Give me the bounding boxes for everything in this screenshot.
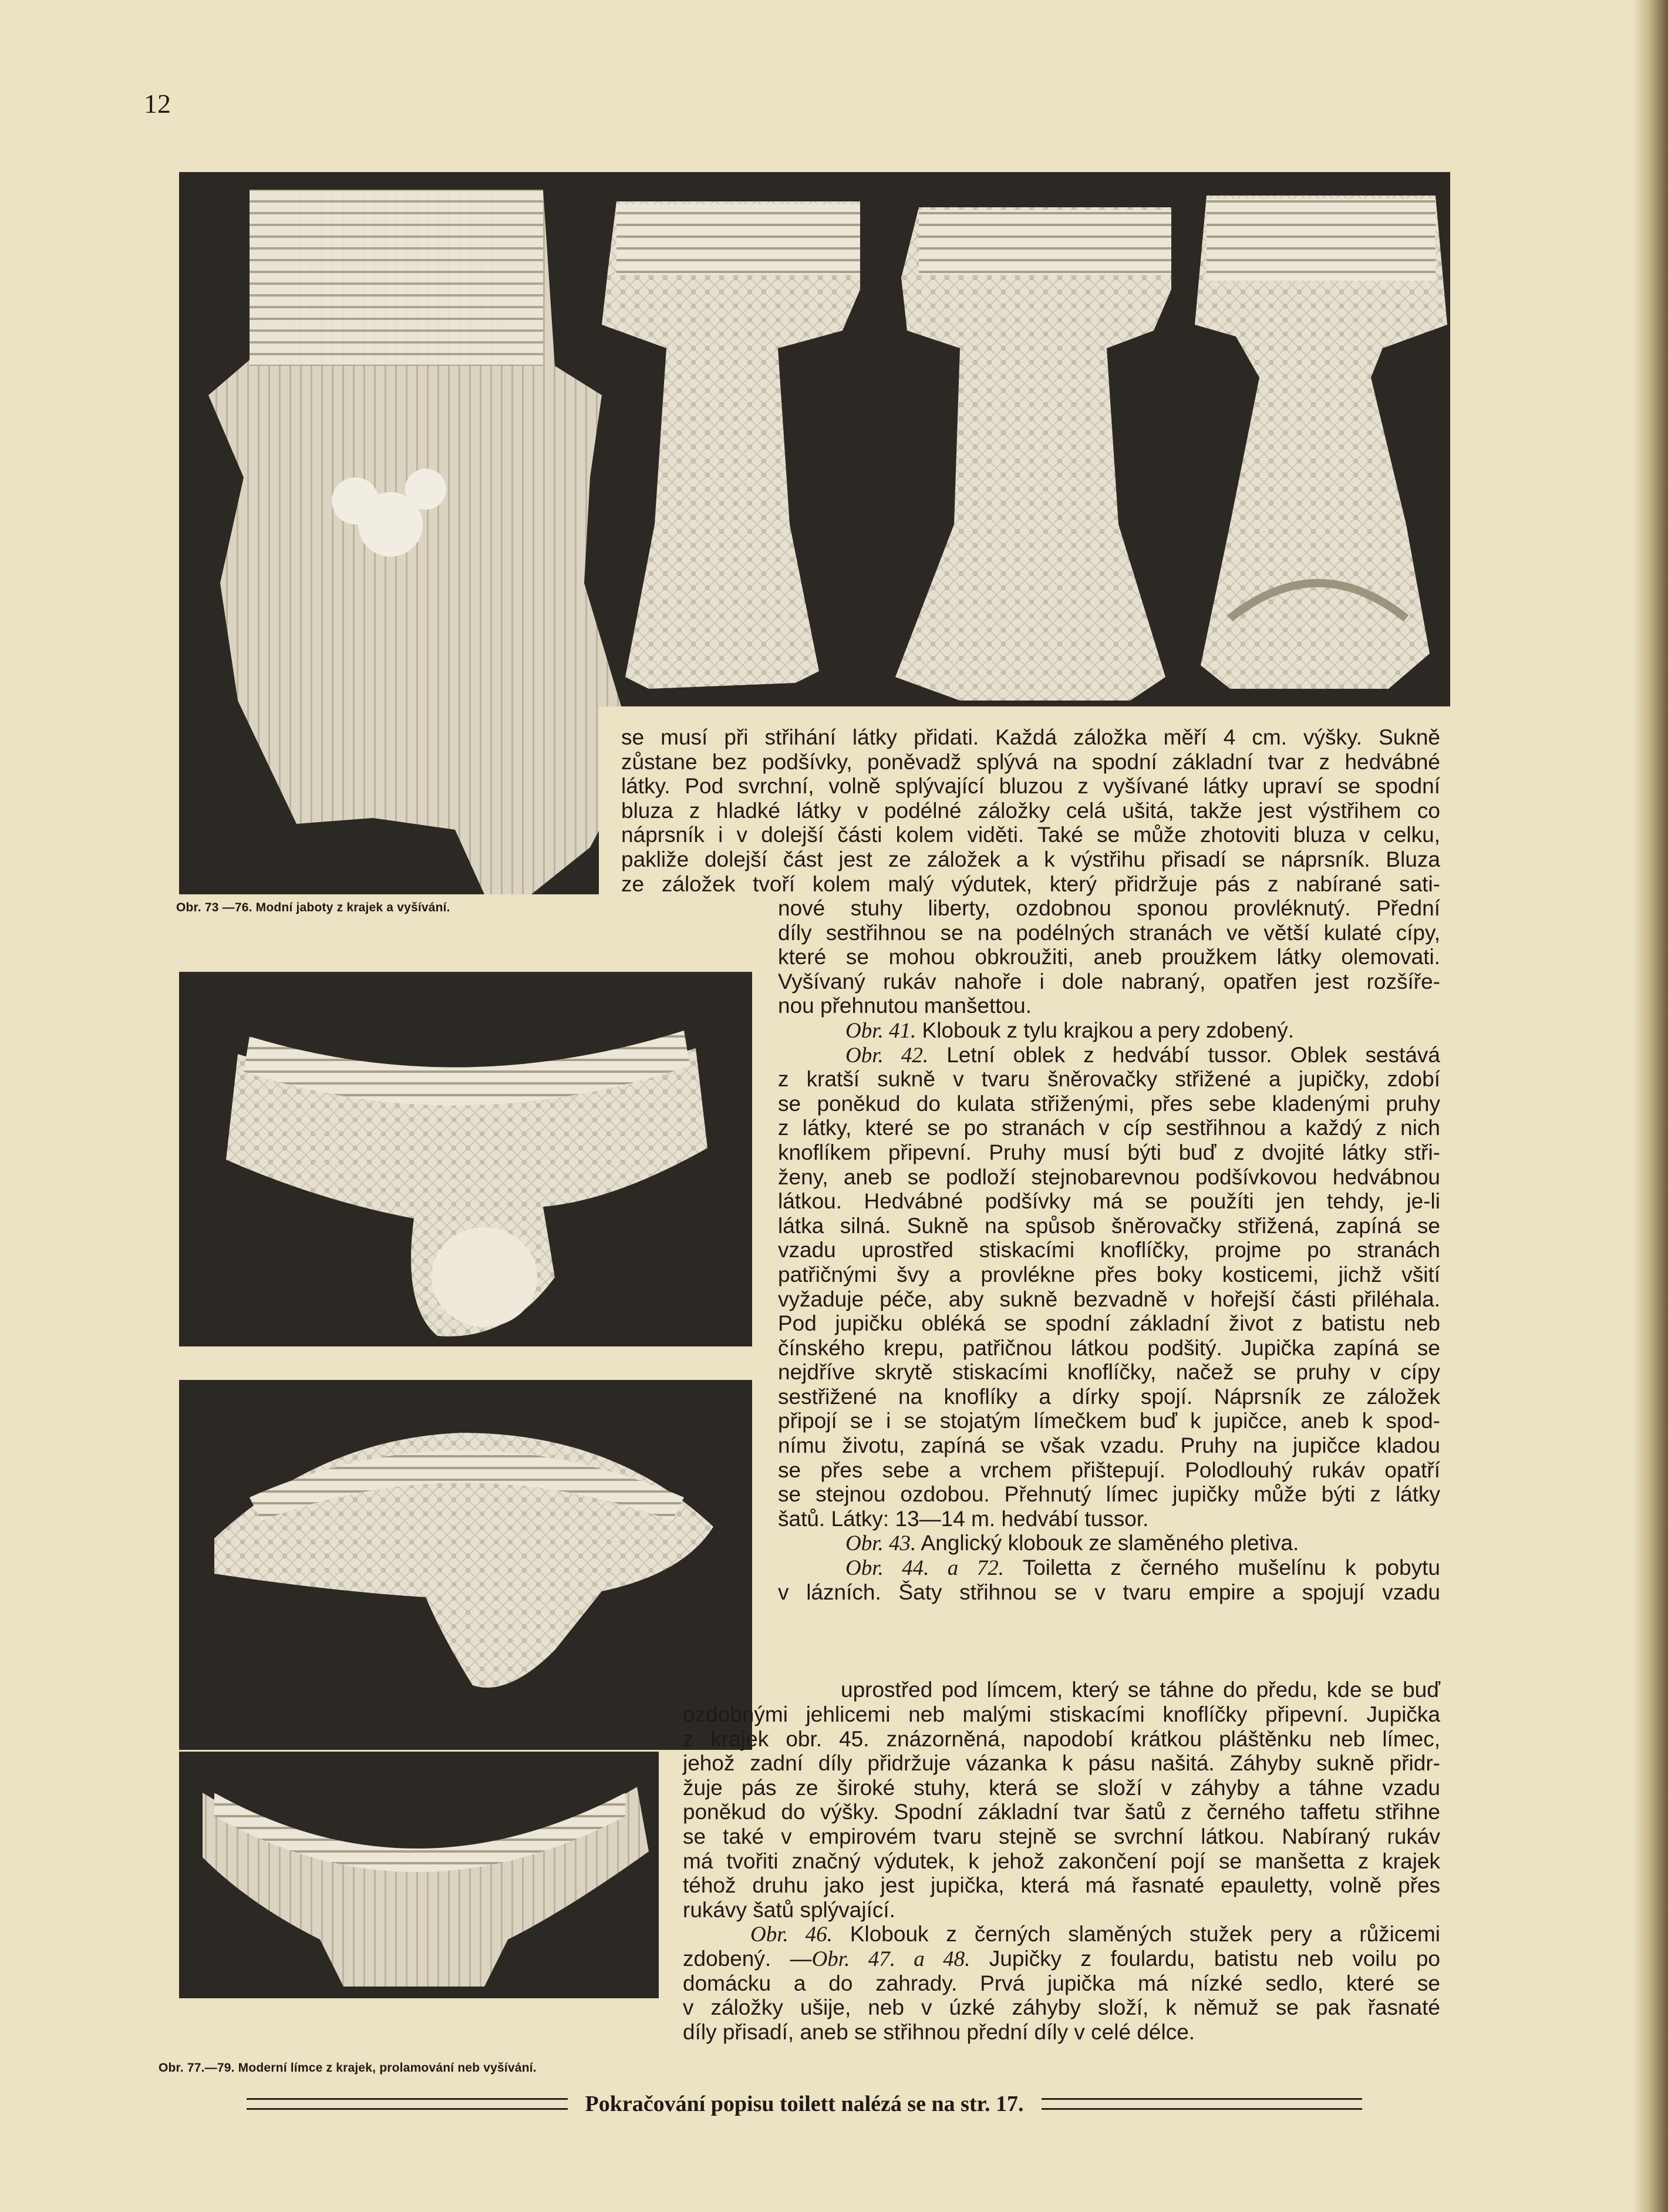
figure-41-line <box>778 1018 1440 1043</box>
text-block-upper <box>621 725 1440 896</box>
text-line: nové stuhy liberty, ozdobnou sponou provléknutý. Přední <box>778 896 1440 920</box>
text-line: látka silná. Sukně na spůsob šněrovačky střižená, zapíná se <box>778 1213 1440 1238</box>
text-line: šatů. Látky: 13—14 m. hedvábí tussor. <box>778 1506 1149 1531</box>
text-line: rukávy šatů splývající. <box>683 1897 895 1922</box>
text-line: se přes sebe a vrchem přištepují. Polodlouhý rukáv opatří <box>778 1457 1440 1482</box>
text-line: se musí při střihání látky přidati. Každá záložka měří 4 cm. výšky. Sukně <box>621 725 1440 749</box>
figure-47-line <box>683 1947 1440 1971</box>
figure-41-ref: Obr. 41. <box>845 1018 916 1043</box>
text-line: žuje pás ze široké stuhy, která se složí v záhyby a táhne vzadu <box>683 1775 1440 1800</box>
figure-44-line <box>778 1556 1440 1580</box>
text-line: ze záložek tvoří kolem malý výdutek, který přidržuje pás z nabírané sati- <box>621 871 1440 896</box>
figure-43-line <box>778 1531 1440 1556</box>
text-line: z kratší sukně v tvaru šněrovačky střižené a jupičky, zdobí <box>778 1067 1440 1092</box>
photo-collar-1 <box>179 972 752 1346</box>
figure-44-ref: Obr. 44. a 72. <box>845 1556 1004 1581</box>
text-line: náprsník i v dolejší části kolem viděti. Také se může zhotoviti bluza v celku, <box>621 823 1440 847</box>
photo-collar-2 <box>179 1380 752 1750</box>
footer-rule-right <box>1042 2098 1363 2110</box>
figure-42-line <box>778 1043 1440 1068</box>
footer-continuation-note: Pokračování popisu toilett nalézá se na str. 17. <box>585 2092 1024 2116</box>
text-line: zůstane bez podšívky, poněvadž splývá na spodní základní tvar z hedvábné <box>621 749 1440 774</box>
figure-47-pre: zdobený. — <box>683 1946 812 1971</box>
text-line: knoflíkem připevní. Pruhy musí býti buď z dvojité látky stři- <box>778 1140 1440 1164</box>
figure-41-text: Klobouk z tylu krajkou a pery zdobený. <box>916 1018 1295 1042</box>
text-line: domácku a do zahrady. Prvá jupička má nízké sedlo, které se <box>683 1971 1440 1995</box>
figure-42-text: Letní oblek z hedvábí tussor. Oblek sestává <box>928 1042 1440 1067</box>
text-line: vyžaduje péče, aby sukně bezvadně v hořejší části přiléhala. <box>778 1287 1440 1311</box>
figure-46-line <box>683 1922 1440 1947</box>
figure-46-text: Klobouk z černých slaměných stužek pery a růžicemi <box>832 1922 1440 1947</box>
text-line: nejdříve skrytě stiskacími knoflíčky, načež se pruhy v cípy <box>778 1360 1440 1385</box>
text-line: látky. Pod svrchní, volně splývající bluzou z vyšívané látky upraví se spodní <box>621 774 1440 799</box>
text-line: patřičnými švy a provlékne přes boky kosticemi, jichž všití <box>778 1262 1440 1287</box>
text-line: čínského krepu, patřičnou látkou podšitý. Jupička zapíná se <box>778 1335 1440 1360</box>
caption-fig-77-79: Obr. 77.—79. Moderní límce z krajek, prolamování neb vyšívání. <box>159 2061 537 2075</box>
text-line: téhož druhu jako jest jupička, která má řasnaté epauletty, volně přes <box>683 1873 1440 1898</box>
text-line: má tvořiti značný výdutek, k jehož zakončení pojí se manšetta z krajek <box>683 1849 1440 1873</box>
page-edge-shadow <box>1633 0 1668 2212</box>
text-line: se také v empirovém tvaru stejně se svrchní látkou. Nabíraný rukáv <box>683 1824 1440 1849</box>
text-line: díly sestřihnou se na podélných stranách ve větší kulaté cípy, <box>778 920 1440 945</box>
page-number: 12 <box>144 89 171 119</box>
text-block-lower <box>683 1702 1440 2044</box>
text-line: z krajek obr. 45. znázorněná, napodobí krátkou pláštěnku neb límec, <box>683 1726 1440 1751</box>
figure-47-ref: Obr. 47. a 48. <box>811 1947 971 1971</box>
text-line: v lázních. Šaty střihnou se v tvaru empire a spojují vzadu <box>778 1580 1440 1604</box>
text-line: uprostřed pod límcem, který se táhne do předu, kde se buď <box>841 1678 1440 1702</box>
text-line: Vyšívaný rukáv nahoře i dole nabraný, opatřen jest rozšíře- <box>778 969 1440 994</box>
text-line: pakliže dolejší část jest ze záložek a k výstřihu přisadí se náprsník. Bluza <box>621 847 1440 871</box>
photo-collar-3 <box>179 1752 659 1998</box>
figure-42-ref: Obr. 42. <box>845 1043 929 1068</box>
text-line: díly přisadí, aneb se střihnou přední díly v celé délce. <box>683 2019 1195 2044</box>
text-line: jehož zadní díly přidržuje vázanka k pásu našitá. Záhyby sukně přidr- <box>683 1751 1440 1776</box>
text-line: Pod jupičku obléká se spodní základní život z batistu neb <box>778 1311 1440 1336</box>
text-line: se stejnou ozdobou. Přehnutý límec jupičky může býti z látky <box>778 1482 1440 1507</box>
text-line: připojí se i se stojatým límečkem buď k jupičce, aneb k spod- <box>778 1409 1440 1433</box>
collar-3-illustration <box>179 1752 659 1998</box>
text-line: v záložky ušije, neb v úzké záhyby složí, k němuž se pak řasnaté <box>683 1995 1440 2020</box>
collar-2-illustration <box>179 1380 752 1750</box>
text-line: ženy, aneb se podloží stejnobarevnou podšívkovou hedvábnou <box>778 1164 1440 1189</box>
figure-43-text: Anglický klobouk ze slaměného pletiva. <box>916 1531 1299 1556</box>
text-line: nou přehnutou manšettou. <box>778 994 1032 1018</box>
caption-fig-73-76: Obr. 73 —76. Modní jaboty z krajek a vyšívání. <box>176 901 450 914</box>
figure-47-text: Jupičky z foulardu, batistu neb voilu po <box>970 1946 1440 1971</box>
figure-44-text: Toiletta z černého mušelínu k pobytu <box>1003 1556 1440 1580</box>
text-line: z látky, které se po stranách v cíp sestřihnou a každý z nich <box>778 1116 1440 1140</box>
text-line: ozdobnými jehlicemi neb malými stiskacími knoflíčky připevní. Jupička <box>683 1702 1440 1726</box>
text-block-middle <box>778 896 1440 1604</box>
footer-rule-left <box>247 2098 568 2110</box>
text-line: se poněkud do kulata střiženými, přes sebe kladenými pruhy <box>778 1091 1440 1116</box>
figure-46-ref: Obr. 46. <box>750 1923 833 1947</box>
text-block-indent <box>841 1678 1440 1702</box>
figure-43-ref: Obr. 43. <box>845 1531 916 1556</box>
collar-1-illustration <box>179 972 752 1346</box>
text-line: bluza z hladké látky v podélné záložky celá ušitá, takže jest výstřihem co <box>621 798 1440 823</box>
text-line: látkou. Hedvábné podšívky má se použíti jen tehdy, je-li <box>778 1189 1440 1214</box>
text-line: vzadu uprostřed stiskacími knoflíčky, projme po stranách <box>778 1238 1440 1262</box>
footer <box>247 2086 1362 2122</box>
text-line: které se mohou obkroužiti, aneb proužkem látky olemovati. <box>778 945 1440 969</box>
text-line: poněkud do výšky. Spodní základní tvar šatů z černého taffetu střihne <box>683 1800 1440 1824</box>
text-line: nímu životu, zapíná se však vzadu. Pruhy na jupičce kladou <box>778 1433 1440 1458</box>
text-line: sestřižené na knoflíky a dírky spojí. Náprsník ze záložek <box>778 1384 1440 1409</box>
